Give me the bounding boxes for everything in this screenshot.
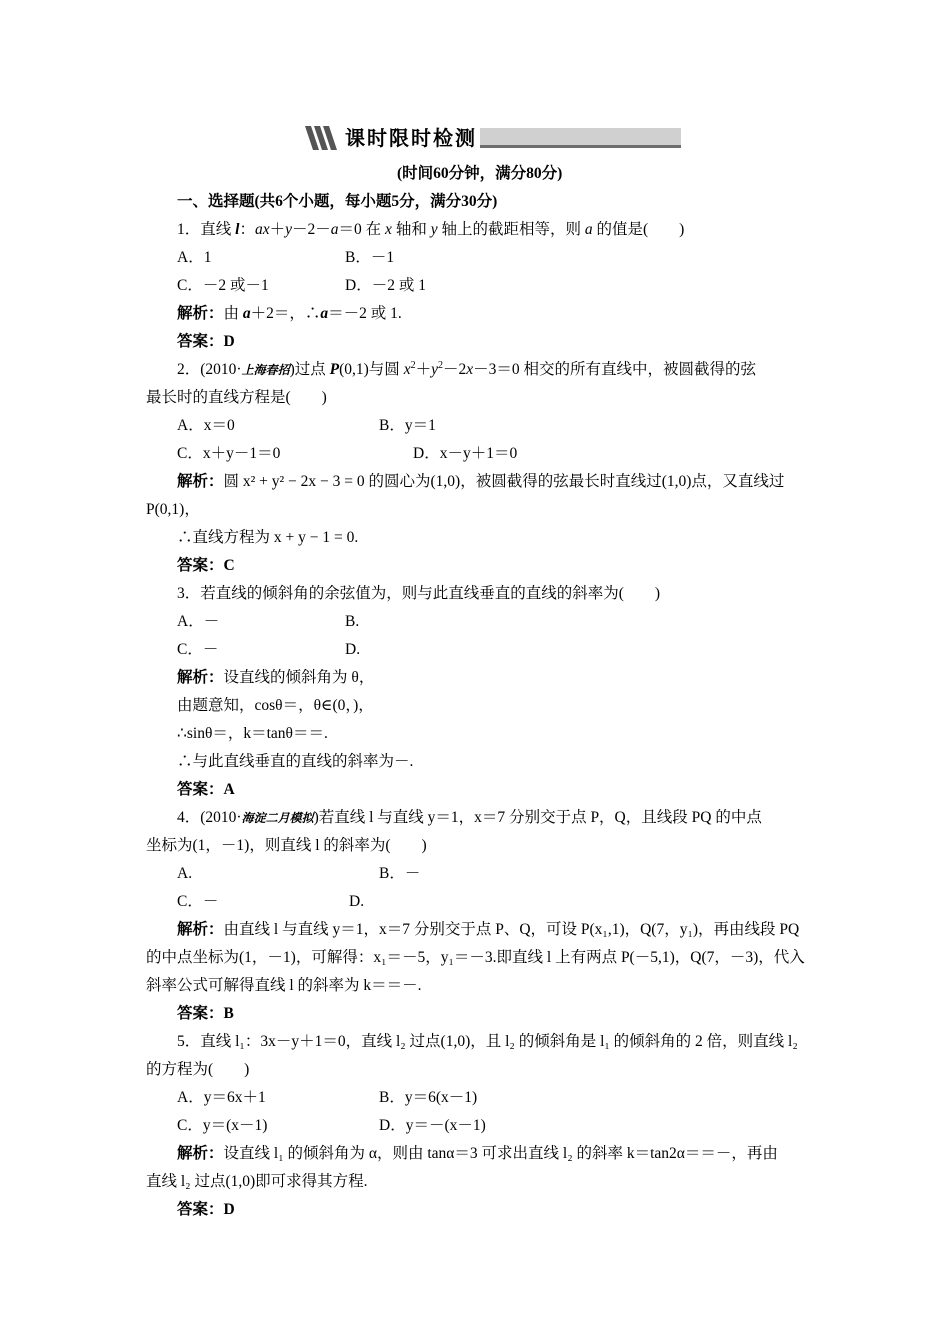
page-title: 课时限时检测 (345, 126, 477, 150)
banner-bar (480, 128, 681, 148)
q3-solution-step-2: ∴sinθ＝，k＝tanθ＝＝. (177, 725, 328, 742)
banner-stripes-icon (305, 126, 341, 150)
q5-option-d: D．y＝－(x－1) (379, 1117, 486, 1134)
q5-option-b: B．y＝6(x－1) (379, 1089, 478, 1106)
q5-option-c: C．y＝(x－1) (177, 1117, 268, 1134)
q3-option-b: B. (345, 613, 360, 630)
q1-option-d: D．－2 或 1 (345, 277, 426, 294)
section-banner (305, 124, 681, 152)
q5-answer: 答案：D (177, 1201, 235, 1218)
q4-option-d: D. (349, 893, 365, 910)
q2-option-a: A．x＝0 (177, 417, 235, 434)
q1-solution: 解析：由 a＋2＝，∴a＝－2 或 1. (177, 305, 402, 322)
q2-stem: 2．(2010·上海春招)过点 P(0,1)与圆 $x^2+y^2-2x-3=0$ 相交的所有直线中，被圆截得的弦 (177, 359, 757, 378)
q2-stem-cont: 最长时的直线方程是( ) (146, 389, 327, 406)
q3-stem: 3．若直线的倾斜角的余弦值为，则与此直线垂直的直线的斜率为( ) (177, 585, 661, 602)
q4-stem-cont: 坐标为(1，－1)，则直线 l 的斜率为( ) (146, 837, 427, 854)
q1-option-c: C．－2 或－1 (177, 277, 269, 294)
q3-solution-step-1: 由题意知，cosθ＝，θ∈(0，)， (177, 697, 374, 714)
q3-option-a: A．－ (177, 613, 220, 630)
q4-solution: 解析：由直线 l 与直线 y＝1，x＝7 分别交于点 P、Q，可设 P(x₁,1)，Q(7，y₁)，再由线段 PQ (177, 921, 800, 938)
time-limit-note: (时间60分钟，满分80分) (397, 165, 563, 182)
q5-stem: 5．直线 l₁：3x－y＋1＝0，直线 l₂ 过点(1,0)，且 l₂ 的倾斜角是 l₁ 的倾斜角的 2 倍，则直线 l₂ (177, 1033, 798, 1050)
q3-solution: 解析：设直线的倾斜角为 θ， (177, 669, 375, 686)
q5-option-a: A．y＝6x＋1 (177, 1089, 266, 1106)
q5-solution: 解析：设直线 l₁ 的倾斜角为 α，则由 tanα＝3 可求出直线 l₂ 的斜率 k＝tan2α＝＝－，再由 (177, 1145, 778, 1162)
q3-solution-step-3: ∴与此直线垂直的直线的斜率为－. (177, 753, 414, 770)
q4-answer: 答案：B (177, 1005, 234, 1022)
q3-option-c: C．－ (177, 641, 219, 658)
q1-option-b: B．－1 (345, 249, 395, 266)
section-heading: 一、选择题(共6个小题，每小题5分，满分30分) (177, 193, 498, 210)
q4-solution-cont-1: 的中点坐标为(1，－1)，可解得：x₁＝－5，y₁＝－3.即直线 l 上有两点 P(－5,1)，Q(7，－3)，代入 (146, 949, 805, 966)
q1-option-a: A．1 (177, 249, 212, 266)
q3-answer: 答案：A (177, 781, 235, 798)
q5-stem-cont: 的方程为( ) (146, 1061, 250, 1078)
q4-solution-cont-2: 斜率公式可解得直线 l 的斜率为 k＝＝－. (146, 977, 422, 994)
q2-option-b: B．y＝1 (379, 417, 436, 434)
q2-solution-cont: P(0,1)， (146, 501, 200, 518)
q2-solution-conclusion: ∴直线方程为 x + y − 1 = 0. (177, 529, 359, 546)
q2-option-d: D．x－y＋1＝0 (413, 445, 518, 462)
q5-solution-cont: 直线 l₂ 过点(1,0)即可求得其方程. (146, 1173, 368, 1190)
q2-option-c: C．x＋y－1＝0 (177, 445, 281, 462)
q4-option-a: A. (177, 865, 193, 882)
q1-stem: 1．直线 l：ax＋y－2－a＝0 在 x 轴和 y 轴上的截距相等，则 a 的值是( ) (177, 221, 685, 238)
q2-answer: 答案：C (177, 557, 235, 574)
q1-answer: 答案：D (177, 333, 235, 350)
q4-stem: 4．(2010·海淀二月模拟)若直线 l 与直线 y＝1，x＝7 分别交于点 P，Q，且线段 PQ 的中点 (177, 809, 762, 826)
q3-option-d: D. (345, 641, 361, 658)
q2-solution: 解析：圆 x² + y² − 2x − 3 = 0 的圆心为(1,0)，被圆截得的弦最长时直线过(1,0)点，又直线过 (177, 473, 785, 490)
q4-option-b: B．－ (379, 865, 421, 882)
q4-option-c: C．－ (177, 893, 219, 910)
